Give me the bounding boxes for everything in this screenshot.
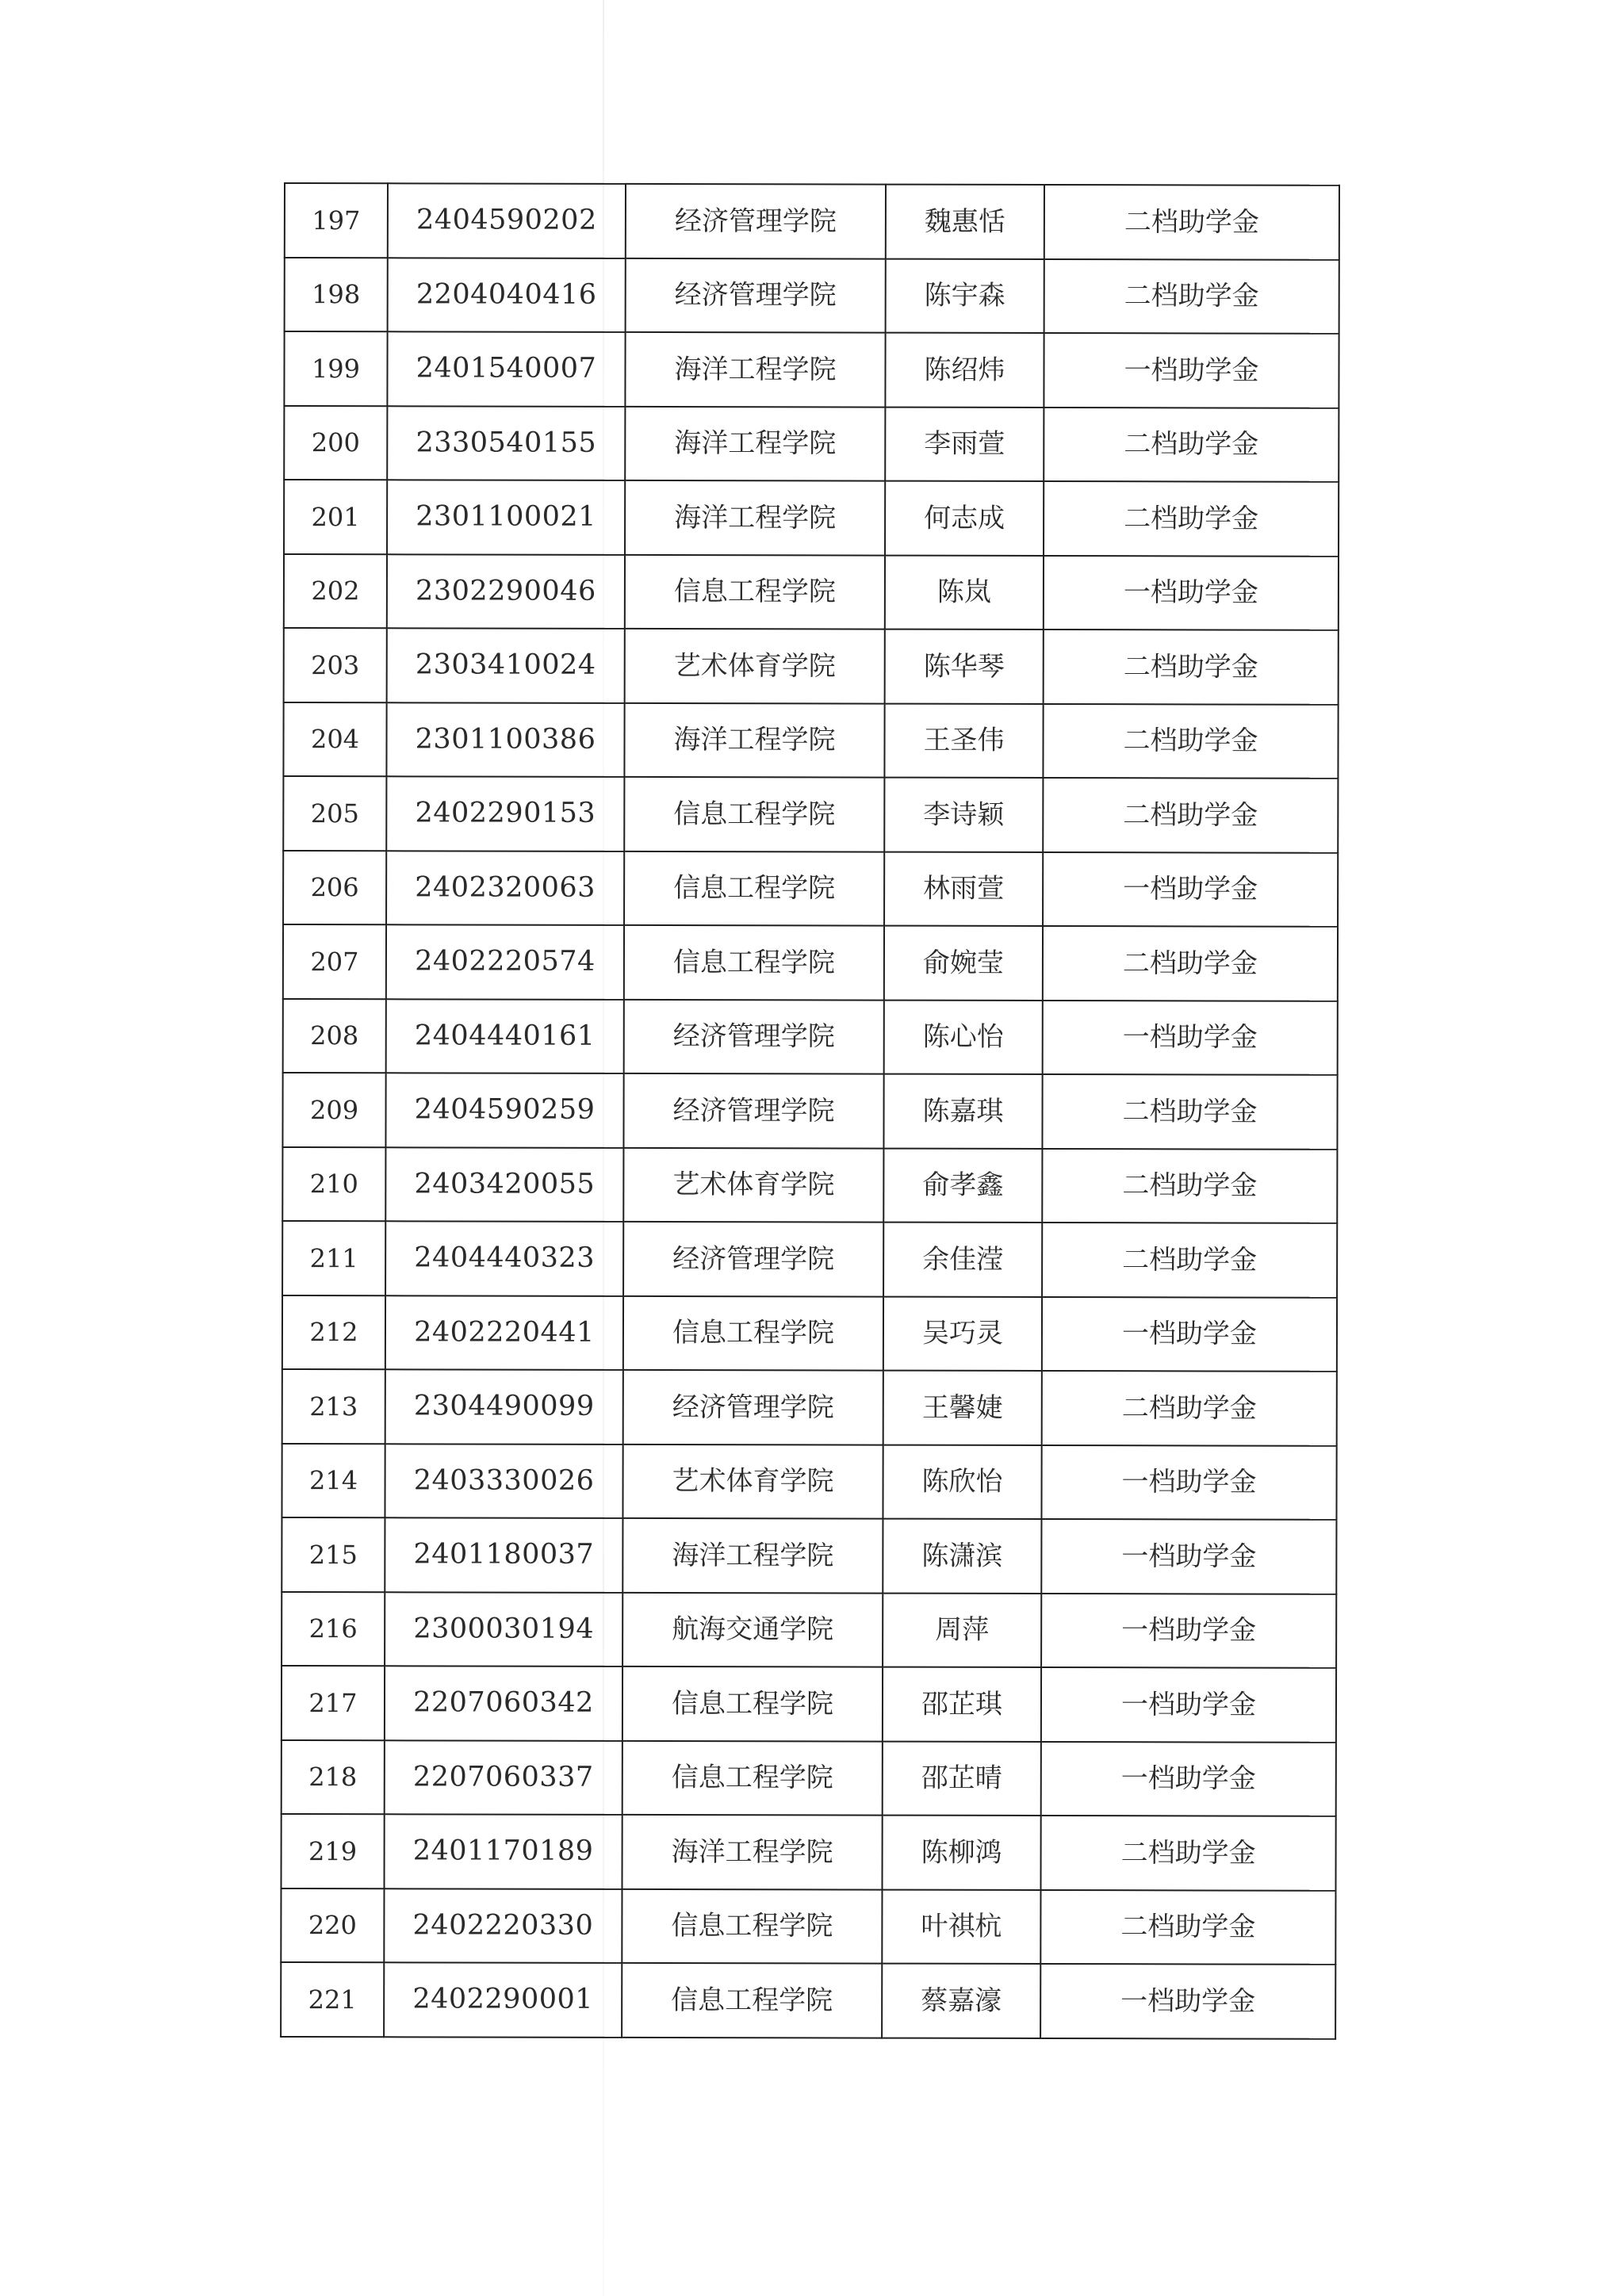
grant-level: 一档助学金 <box>1041 1594 1336 1668</box>
college-name: 信息工程学院 <box>622 1740 883 1815</box>
student-id: 2402290153 <box>386 776 624 851</box>
student-id: 2403420055 <box>385 1147 623 1222</box>
table-row <box>283 776 1338 852</box>
table-row <box>281 1962 1335 2038</box>
table-row <box>282 1739 1336 1816</box>
grant-level: 二档助学金 <box>1044 408 1339 482</box>
student-id: 2404440161 <box>386 999 624 1073</box>
row-number: 198 <box>285 258 388 332</box>
college-name: 信息工程学院 <box>622 1963 882 2038</box>
student-id: 2207060337 <box>385 1740 622 1815</box>
table-row <box>281 1888 1335 1964</box>
table-row <box>282 1591 1336 1667</box>
college-name: 艺术体育学院 <box>622 1444 883 1518</box>
student-id: 2404590202 <box>388 183 626 258</box>
row-number: 202 <box>284 554 387 629</box>
grant-level: 二档助学金 <box>1044 481 1339 556</box>
college-name: 海洋工程学院 <box>622 1518 883 1593</box>
college-name: 海洋工程学院 <box>624 702 884 777</box>
student-name: 俞婉莹 <box>884 926 1043 1001</box>
grant-level: 一档助学金 <box>1040 1964 1335 2038</box>
row-number: 215 <box>282 1517 385 1592</box>
student-name: 蔡嘉濠 <box>882 1964 1040 2038</box>
table-row <box>283 851 1338 927</box>
student-id: 2403330026 <box>385 1444 622 1518</box>
student-name: 叶祺杭 <box>882 1889 1040 1964</box>
student-id: 2402320063 <box>386 851 624 925</box>
table-row <box>282 1221 1337 1297</box>
grant-level: 二档助学金 <box>1042 1074 1337 1149</box>
grant-level: 二档助学金 <box>1043 778 1338 852</box>
grant-level: 二档助学金 <box>1044 629 1339 704</box>
student-name: 陈欣怡 <box>883 1445 1041 1519</box>
grant-level: 一档助学金 <box>1044 333 1339 408</box>
row-number: 214 <box>282 1443 385 1517</box>
table-row <box>282 1073 1337 1149</box>
student-name: 陈华琴 <box>885 629 1044 704</box>
student-id: 2302290046 <box>387 554 625 629</box>
row-number: 217 <box>282 1666 385 1740</box>
student-name: 邵芷晴 <box>883 1741 1041 1816</box>
table-row <box>284 554 1339 630</box>
student-name: 周萍 <box>883 1593 1041 1667</box>
student-name: 魏惠恬 <box>886 185 1044 259</box>
student-name: 李诗颖 <box>884 778 1043 852</box>
college-name: 信息工程学院 <box>624 851 884 925</box>
college-name: 艺术体育学院 <box>625 629 885 703</box>
student-id: 2401170189 <box>384 1814 622 1888</box>
college-name: 经济管理学院 <box>623 1370 883 1445</box>
student-name: 俞孝鑫 <box>883 1148 1042 1223</box>
college-name: 经济管理学院 <box>626 258 886 332</box>
college-name: 信息工程学院 <box>622 1888 882 1963</box>
student-name: 陈绍炜 <box>885 333 1044 408</box>
table-row <box>282 1295 1337 1371</box>
table-row <box>283 702 1338 779</box>
college-name: 信息工程学院 <box>625 554 885 629</box>
student-name: 陈岚 <box>885 555 1044 629</box>
student-id: 2404440323 <box>385 1221 623 1295</box>
row-number: 200 <box>284 406 387 480</box>
grant-level: 一档助学金 <box>1041 1445 1336 1520</box>
college-name: 海洋工程学院 <box>625 332 885 407</box>
student-name: 陈嘉琪 <box>883 1074 1042 1149</box>
grant-level: 一档助学金 <box>1041 1519 1336 1594</box>
row-number: 210 <box>282 1146 385 1221</box>
student-id: 2303410024 <box>387 628 625 702</box>
row-number: 207 <box>283 924 386 999</box>
student-name: 王馨婕 <box>883 1371 1042 1445</box>
grant-level: 二档助学金 <box>1042 1223 1337 1297</box>
student-name: 何志成 <box>885 481 1044 556</box>
row-number: 211 <box>282 1221 385 1295</box>
student-name: 陈潇滨 <box>883 1519 1041 1594</box>
student-name: 李雨萱 <box>885 407 1044 481</box>
college-name: 航海交通学院 <box>622 1592 883 1667</box>
row-number: 203 <box>284 628 387 702</box>
row-number: 208 <box>283 998 386 1073</box>
student-name: 陈宇森 <box>886 258 1044 333</box>
table-row <box>282 1517 1336 1594</box>
grant-level: 一档助学金 <box>1042 1297 1337 1372</box>
college-name: 信息工程学院 <box>624 777 884 851</box>
student-id: 2404590259 <box>385 1073 623 1147</box>
college-name: 信息工程学院 <box>622 1667 883 1741</box>
row-number: 199 <box>284 331 387 406</box>
college-name: 经济管理学院 <box>626 184 886 258</box>
grant-level: 一档助学金 <box>1041 1742 1336 1816</box>
table-row <box>285 183 1339 259</box>
grant-level: 二档助学金 <box>1040 1890 1335 1965</box>
student-name: 陈心怡 <box>884 1000 1043 1074</box>
student-id: 2300030194 <box>385 1592 622 1667</box>
table-row <box>283 924 1338 1001</box>
college-name: 艺术体育学院 <box>623 1147 883 1222</box>
student-id: 2301100021 <box>387 480 625 554</box>
student-id: 2401180037 <box>385 1517 622 1592</box>
table-row <box>282 1369 1337 1445</box>
grant-level: 一档助学金 <box>1043 852 1338 927</box>
table-row <box>284 628 1339 704</box>
grant-level: 二档助学金 <box>1040 1816 1335 1890</box>
grant-level: 二档助学金 <box>1042 1149 1337 1223</box>
grant-list-table <box>280 182 1340 2039</box>
grant-level: 一档助学金 <box>1044 556 1339 630</box>
student-name: 余佳滢 <box>883 1223 1042 1297</box>
student-name: 林雨萱 <box>884 851 1043 926</box>
table-row <box>282 1666 1336 1742</box>
grant-level: 二档助学金 <box>1044 185 1339 259</box>
student-name: 吴巧灵 <box>883 1296 1042 1371</box>
row-number: 206 <box>283 851 386 925</box>
row-number: 209 <box>282 1073 385 1147</box>
table-row <box>284 406 1339 482</box>
college-name: 经济管理学院 <box>623 1073 883 1148</box>
college-name: 海洋工程学院 <box>622 1815 882 1889</box>
student-id: 2301100386 <box>386 702 624 777</box>
table-row <box>285 258 1339 334</box>
row-number: 218 <box>282 1739 385 1814</box>
college-name: 信息工程学院 <box>623 1295 883 1370</box>
student-id: 2304490099 <box>385 1369 623 1444</box>
table-row <box>282 1443 1336 1519</box>
grant-level: 二档助学金 <box>1042 1371 1337 1445</box>
student-name: 王圣伟 <box>884 703 1043 778</box>
table-row <box>281 1814 1335 1890</box>
row-number: 213 <box>282 1369 385 1444</box>
table-body <box>281 183 1339 2038</box>
grant-level: 二档助学金 <box>1044 259 1339 334</box>
grant-level: 二档助学金 <box>1043 704 1338 779</box>
grant-level: 二档助学金 <box>1043 926 1338 1001</box>
student-id: 2204040416 <box>388 258 626 332</box>
table-row <box>283 998 1338 1074</box>
table-row <box>282 1146 1337 1223</box>
row-number: 220 <box>281 1888 384 1962</box>
student-name: 陈柳鸿 <box>882 1816 1040 1890</box>
college-name: 海洋工程学院 <box>625 406 885 480</box>
student-id: 2207060342 <box>385 1666 622 1740</box>
student-id: 2402290001 <box>384 1962 622 2037</box>
student-name: 邵芷琪 <box>883 1667 1041 1742</box>
student-id: 2401540007 <box>387 331 625 406</box>
row-number: 205 <box>283 776 386 851</box>
college-name: 经济管理学院 <box>624 999 884 1073</box>
student-id: 2402220330 <box>384 1888 622 1963</box>
grant-list-table-container <box>280 182 1339 2039</box>
row-number: 201 <box>284 480 387 554</box>
grant-level: 一档助学金 <box>1043 1001 1338 1075</box>
table-row <box>284 480 1339 556</box>
row-number: 216 <box>282 1591 385 1666</box>
row-number: 212 <box>282 1295 385 1369</box>
row-number: 204 <box>283 702 386 777</box>
student-id: 2330540155 <box>387 406 625 480</box>
college-name: 信息工程学院 <box>624 925 884 1000</box>
college-name: 经济管理学院 <box>623 1222 883 1296</box>
row-number: 197 <box>285 183 388 258</box>
college-name: 海洋工程学院 <box>625 480 885 555</box>
table-row <box>284 331 1339 408</box>
row-number: 219 <box>281 1814 384 1888</box>
row-number: 221 <box>281 1962 384 2037</box>
student-id: 2402220441 <box>385 1295 623 1370</box>
grant-level: 一档助学金 <box>1041 1667 1336 1742</box>
student-id: 2402220574 <box>386 924 624 999</box>
